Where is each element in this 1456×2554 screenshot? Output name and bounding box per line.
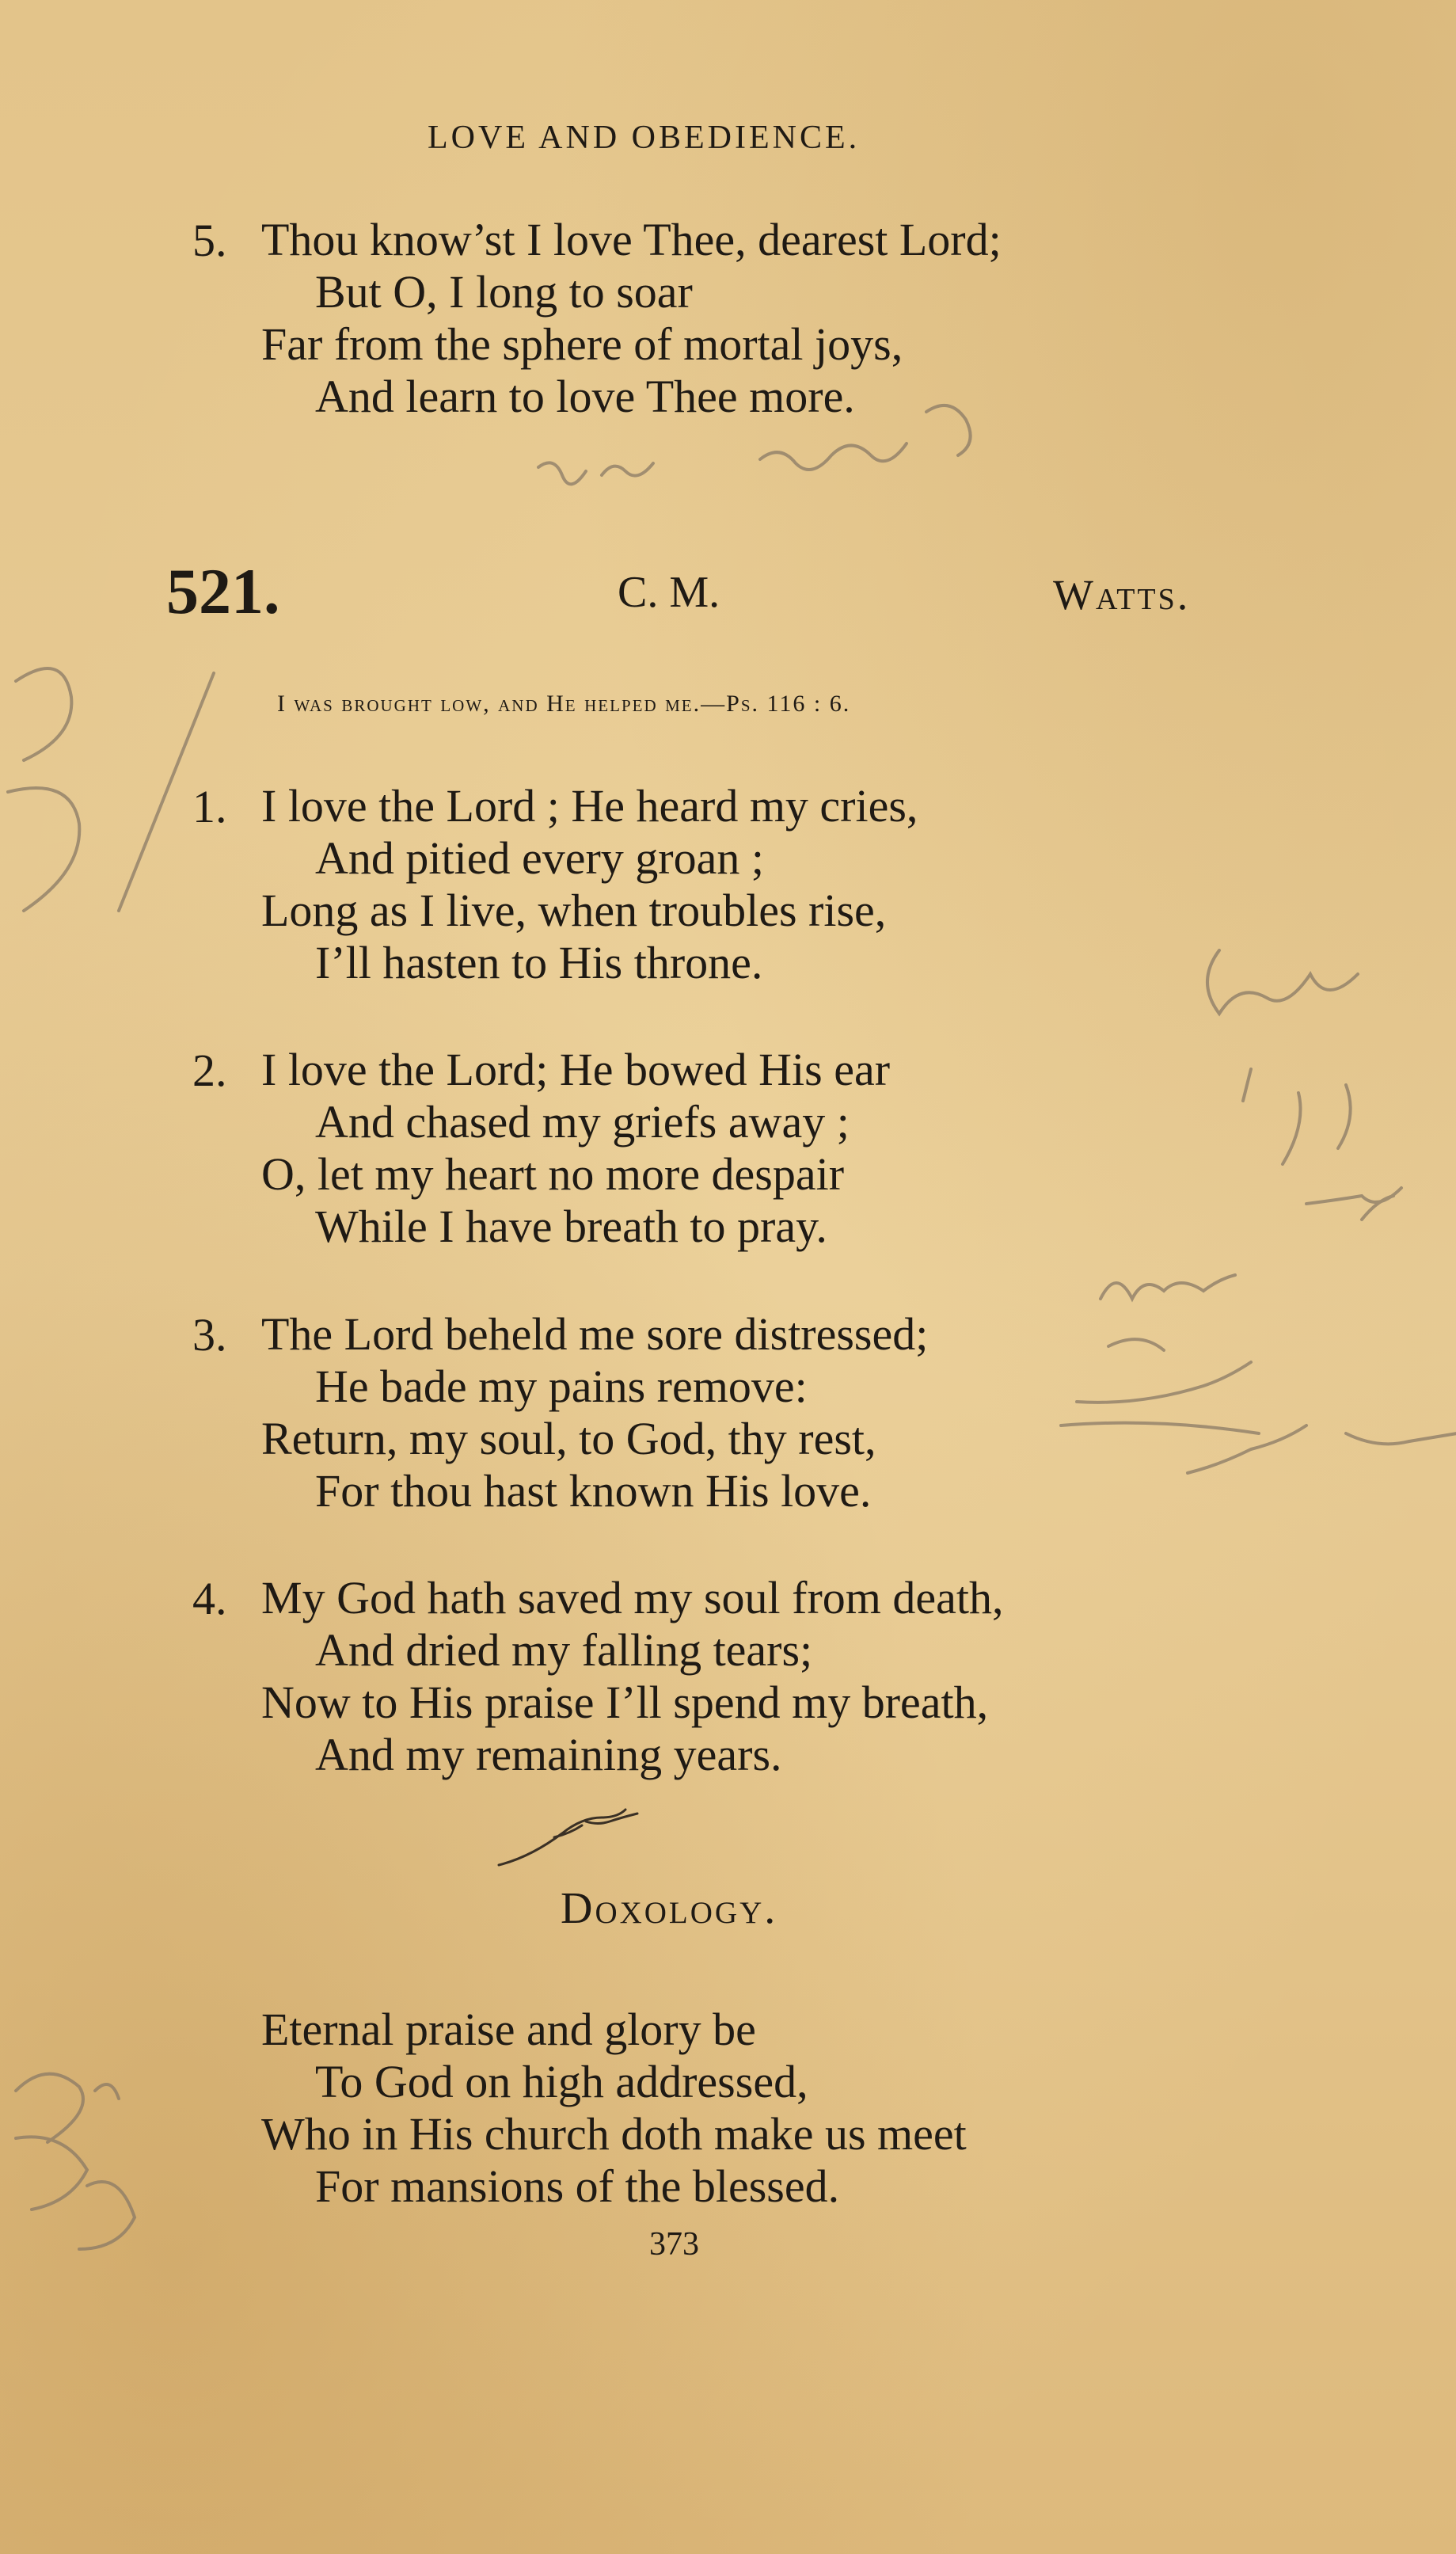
stanza-number: 3.: [192, 1309, 227, 1361]
verse-number: 5.: [192, 215, 227, 266]
stanza-line: I’ll hasten to His throne.: [315, 937, 763, 988]
stanza-number: 1.: [192, 781, 227, 832]
doxology-line: Eternal praise and glory be: [261, 2004, 756, 2055]
stanza-line: I love the Lord; He bowed His ear: [261, 1044, 891, 1095]
verse-line: Far from the sphere of mortal joys,: [261, 318, 903, 370]
stanza-line: And my remaining years.: [315, 1729, 782, 1780]
stanza-number: 2.: [192, 1045, 227, 1096]
verse-line: And learn to love Thee more.: [315, 371, 855, 422]
stanza-line: O, let my heart no more despair: [261, 1148, 845, 1200]
verse-line: But O, I long to soar: [315, 266, 693, 318]
hymn-number: 521.: [166, 555, 280, 627]
stanza-line: Long as I live, when troubles rise,: [261, 885, 887, 936]
running-header: LOVE AND OBEDIENCE.: [428, 120, 861, 156]
stanza-line: The Lord beheld me sore distressed;: [261, 1308, 929, 1360]
stanza-line: For thou hast known His love.: [315, 1465, 872, 1517]
stanza-number: 4.: [192, 1573, 227, 1624]
scripture-epigraph: I was brought low, and He helped me.—Ps. 116 : 6.: [277, 691, 851, 717]
stanza-line: He bade my pains remove:: [315, 1361, 808, 1412]
page-number: 373: [649, 2226, 699, 2263]
doxology-line: For mansions of the blessed.: [315, 2160, 840, 2212]
stanza-line: My God hath saved my soul from death,: [261, 1572, 1004, 1623]
stanza-line: Return, my soul, to God, thy rest,: [261, 1413, 876, 1464]
hymn-meter: C. M.: [618, 568, 720, 617]
stanza-line: Now to His praise I’ll spend my breath,: [261, 1677, 989, 1728]
stanza-line: And pitied every groan ;: [315, 832, 764, 884]
hymn-author: Watts.: [1053, 571, 1191, 619]
doxology-line: To God on high addressed,: [315, 2056, 808, 2107]
verse-line: Thou know’st I love Thee, dearest Lord;: [261, 214, 1002, 265]
stanza-line: I love the Lord ; He heard my cries,: [261, 780, 918, 832]
doxology-title: Doxology.: [561, 1884, 778, 1933]
stanza-line: And chased my griefs away ;: [315, 1096, 850, 1148]
stanza-line: And dried my falling tears;: [315, 1624, 813, 1676]
doxology-line: Who in His church doth make us meet: [261, 2108, 967, 2160]
stanza-line: While I have breath to pray.: [315, 1201, 827, 1252]
